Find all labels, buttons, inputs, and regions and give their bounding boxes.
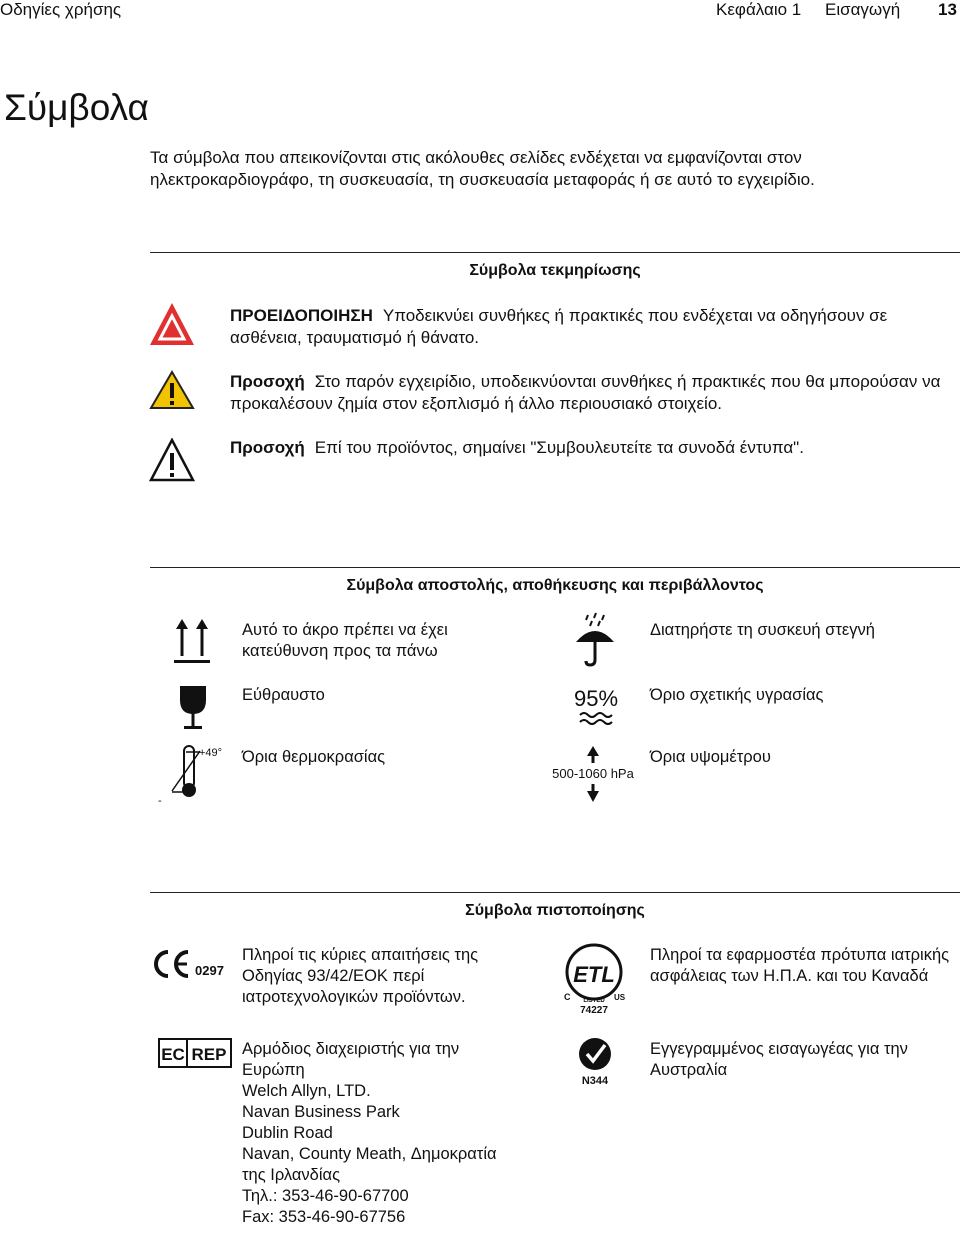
consult-documents-icon — [149, 438, 195, 482]
temperature-max-label: +49° — [199, 747, 223, 759]
etl-c-label: C — [564, 992, 571, 1002]
altitude-limit-label: 500-1060 hPa — [552, 766, 634, 781]
this-way-up-icon — [172, 617, 212, 665]
ec-label: EC — [161, 1045, 185, 1064]
etl-logo-label: ETL — [573, 962, 615, 987]
ec-rep-line: Navan Business Park — [242, 1103, 400, 1121]
caution-equipment-icon — [149, 370, 195, 410]
warning-text: Υποδεικνύει συνθήκες ή πρακτικές που ενδέχεται να οδηγήσουν σε ασθένεια, τραυματισμό ή θάνατο. — [230, 306, 888, 347]
documentation-section-title: Σύμβολα τεκμηρίωσης — [469, 262, 641, 279]
ec-rep-line: Τηλ.: 353-46-90-67700 — [242, 1187, 409, 1205]
consult-paragraph — [230, 437, 960, 459]
etl-number-label: 74227 — [580, 1005, 608, 1016]
etl-listed-text: Πληροί τα εφαρμοστέα πρότυπα ιατρικής ασφάλειας των Η.Π.Α. και του Καναδά — [650, 946, 950, 985]
temperature-min-label: - — [158, 795, 162, 806]
consult-text: Επί του προϊόντος, σημαίνει "Συμβουλευτείτε τα συνοδά έντυπα". — [314, 438, 804, 457]
ec-rep-line: Αρμόδιος διαχειριστής για την — [242, 1040, 460, 1058]
warning-hazard-icon — [148, 301, 196, 347]
section-divider — [150, 892, 960, 893]
ce-number-label: 0297 — [195, 963, 224, 978]
intro-paragraph: Τα σύμβολα που απεικονίζονται στις ακόλουθες σελίδες ενδέχεται να εμφανίζονται στον ηλεκτροκαρδιογράφο, τη συσκευασία, τη συσκευασία μεταφοράς ή σε αυτό το εγχειρίδιο. — [150, 148, 815, 189]
etl-listed-label: LISTED — [583, 998, 605, 1004]
c-tick-text: Εγγεγραμμένος εισαγωγέας για την Αυστραλία — [650, 1040, 908, 1079]
c-tick-icon — [570, 1036, 620, 1088]
consult-keyword: Προσοχή — [230, 438, 305, 457]
caution-paragraph — [230, 371, 960, 415]
etl-us-label: US — [614, 993, 626, 1002]
ec-rep-icon — [158, 1038, 232, 1068]
ec-rep-address — [242, 1039, 552, 1228]
page-number: 13 — [938, 0, 957, 19]
this-way-up-text: Αυτό το άκρο πρέπει να έχει κατεύθυνση προς τα πάνω — [242, 621, 448, 660]
ce-mark-icon — [148, 946, 232, 984]
shipping-section-title: Σύμβολα αποστολής, αποθήκευσης και περιβάλλοντος — [346, 577, 764, 594]
ec-rep-line: Fax: 353-46-90-67756 — [242, 1208, 406, 1226]
altitude-limit-icon — [552, 744, 636, 804]
humidity-limit-text: Όριο σχετικής υγρασίας — [650, 686, 824, 704]
fragile-icon — [176, 684, 210, 730]
altitude-limit-text: Όρια υψομέτρου — [650, 748, 771, 766]
ce-mark-text: Πληροί τις κύριες απαιτήσεις της Οδηγίας 93/42/ΕΟΚ περί ιατροτεχνολογικών προϊόντων. — [242, 946, 479, 1006]
section-divider — [150, 252, 960, 253]
rep-label: REP — [191, 1045, 227, 1064]
etl-listed-icon — [558, 938, 630, 1016]
doc-title: Οδηγίες χρήσης — [0, 0, 122, 19]
caution-keyword: Προσοχή — [230, 372, 305, 391]
ec-rep-line: Welch Allyn, LTD. — [242, 1082, 371, 1100]
keep-dry-icon — [572, 612, 618, 668]
caution-text: Στο παρόν εγχειρίδιο, υποδεικνύονται συνθήκες ή πρακτικές που θα μπορούσαν να προκαλέσουν ζημία στον εξοπλισμό ή άλλο περιουσιακό στοιχείο. — [230, 372, 941, 413]
c-tick-number-label: N344 — [581, 1075, 609, 1087]
humidity-limit-label: 95% — [573, 686, 619, 711]
section-label: Εισαγωγή — [825, 0, 901, 19]
warning-paragraph — [230, 305, 960, 349]
ec-rep-line: Ευρώπη — [242, 1061, 305, 1079]
chapter-label: Κεφάλαιο 1 — [716, 0, 802, 19]
ec-rep-line: της Ιρλανδίας — [242, 1166, 341, 1184]
ec-rep-line: Dublin Road — [242, 1124, 333, 1142]
page-title: Σύμβολα — [4, 87, 149, 128]
fragile-text: Εύθραυστο — [242, 686, 325, 704]
certification-section-title: Σύμβολα πιστοποίησης — [465, 902, 645, 919]
ec-rep-line: Navan, County Meath, Δημοκρατία — [242, 1145, 497, 1163]
temperature-limit-text: Όρια θερμοκρασίας — [242, 748, 386, 766]
temperature-limit-icon — [152, 740, 228, 806]
humidity-limit-icon — [566, 682, 626, 726]
warning-keyword: ΠΡΟΕΙΔΟΠΟΙΗΣΗ — [230, 306, 373, 325]
keep-dry-text: Διατηρήστε τη συσκευή στεγνή — [650, 621, 875, 639]
section-divider — [150, 567, 960, 568]
